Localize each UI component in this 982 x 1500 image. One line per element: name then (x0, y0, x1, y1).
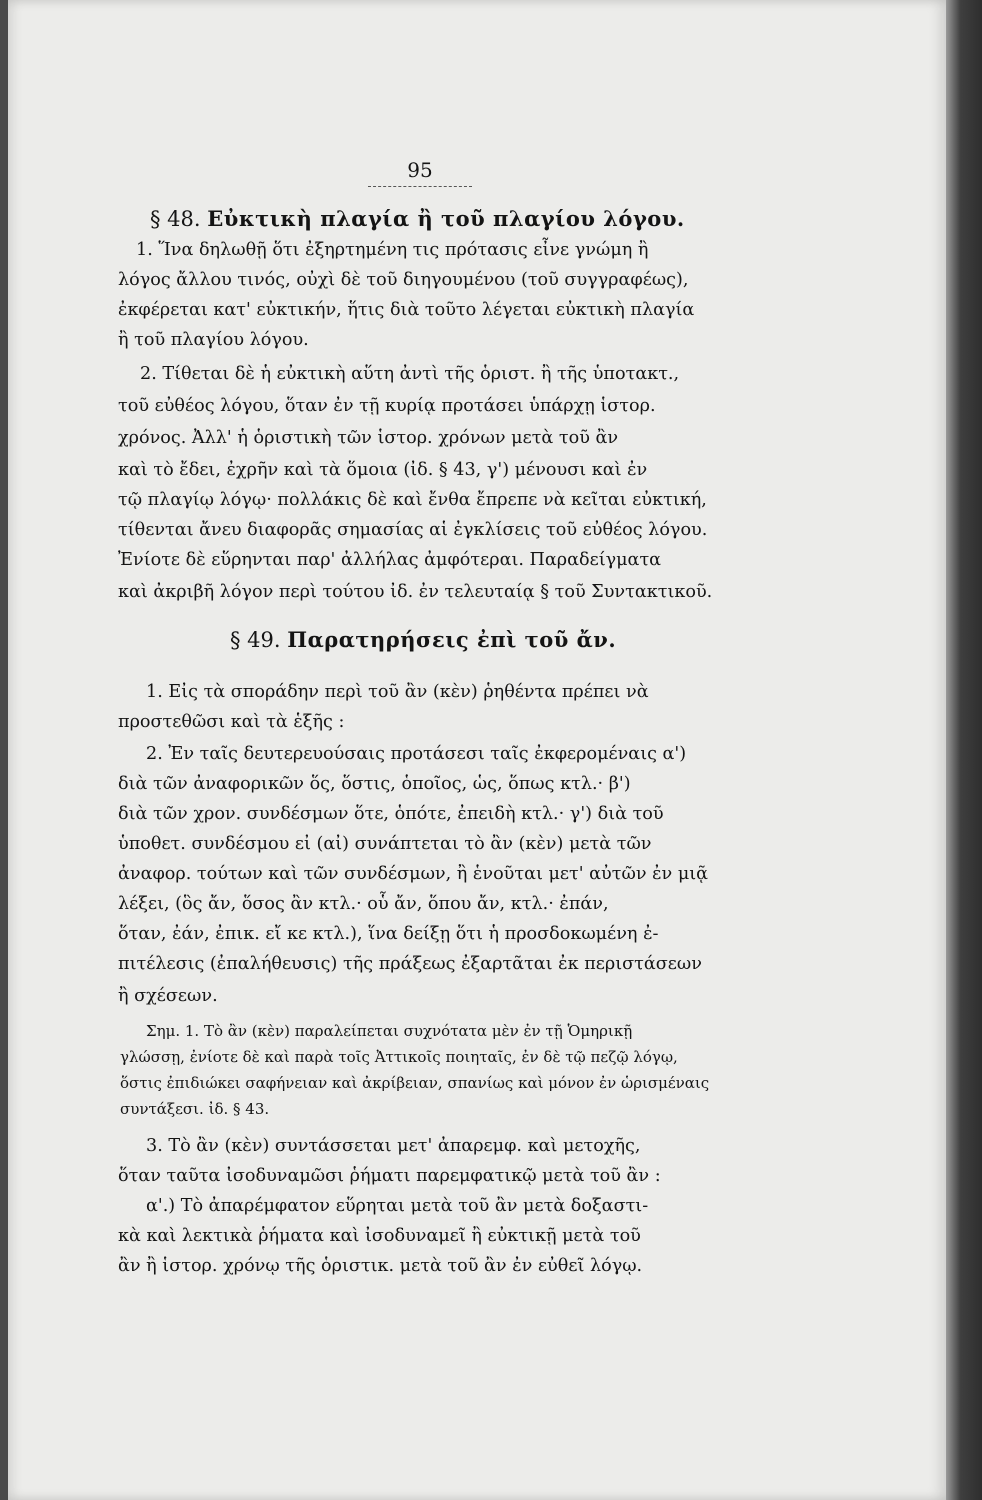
section-48-title: Εὐκτικὴ πλαγία ἢ τοῦ πλαγίου λόγου. (207, 206, 685, 231)
note-line-3: ὅστις ἐπιδιώκει σαφήνειαν καὶ ἀκρίβειαν, σπανίως καὶ μόνον ἐν ὡρισμέναις (120, 1074, 710, 1092)
note-line-2: γλώσσῃ, ἐνίοτε δὲ καὶ παρὰ τοῖς Ἀττικοῖς ποιηταῖς, ἐν δὲ τῷ πεζῷ λόγῳ, (120, 1048, 678, 1066)
s49-line-8: λέξει, (ὃς ἄν, ὅσος ἂν κτλ.· οὗ ἄν, ὅπου ἄν, κτλ.· ἐπάν, (118, 894, 609, 914)
s49-line-6: ὑποθετ. συνδέσμου εἰ (αἰ) συνάπτεται τὸ ἂν (κὲν) μετὰ τῶν (118, 834, 652, 854)
section-49-title: Παρατηρήσεις ἐπὶ τοῦ ἄν. (287, 627, 617, 652)
section-48-heading (150, 205, 685, 233)
s48-line-5: 2. Τίθεται δὲ ἡ εὐκτικὴ αὕτη ἀντὶ τῆς ὁριστ. ἢ τῆς ὑποτακτ., (140, 364, 680, 384)
s48-line-8: καὶ τὸ ἔδει, ἐχρῆν καὶ τὰ ὅμοια (ἰδ. § 43, γ') μένουσι καὶ ἐν (118, 460, 648, 480)
s49-line-12: 3. Τὸ ἂν (κὲν) συντάσσεται μετ' ἀπαρεμφ. καὶ μετοχῆς, (146, 1136, 641, 1156)
s49-line-10: πιτέλεσις (ἐπαλήθευσις) τῆς πράξεως ἐξαρτᾶται ἐκ περιστάσεων (118, 954, 702, 974)
note-line-4: συντάξεσι. ἰδ. § 43. (120, 1100, 270, 1118)
s48-line-9: τῷ πλαγίῳ λόγῳ· πολλάκις δὲ καὶ ἔνθα ἔπρεπε νὰ κεῖται εὐκτική, (118, 490, 707, 510)
s48-line-1: 1. Ἵνα δηλωθῇ ὅτι ἐξηρτημένη τις πρότασις εἶνε γνώμη ἢ (136, 240, 649, 260)
section-49-marker: § 49. (230, 628, 281, 652)
section-48-marker: § 48. (150, 207, 201, 231)
s49-line-7: ἀναφορ. τούτων καὶ τῶν συνδέσμων, ἢ ἑνοῦται μετ' αὐτῶν ἐν μιᾷ (118, 864, 709, 884)
s48-line-7: χρόνος. Ἀλλ' ἡ ὁριστικὴ τῶν ἱστορ. χρόνων μετὰ τοῦ ἂν (118, 428, 619, 448)
s49-line-1: 1. Εἰς τὰ σποράδην περὶ τοῦ ἂν (κὲν) ῥηθέντα πρέπει νὰ (146, 682, 649, 702)
s49-line-16: ἂν ἢ ἱστορ. χρόνῳ τῆς ὁριστικ. μετὰ τοῦ ἂν ἐν εὐθεῖ λόγῳ. (118, 1256, 643, 1276)
s49-line-4: διὰ τῶν ἀναφορικῶν ὅς, ὅστις, ὁποῖος, ὡς, ὅπως κτλ.· β') (118, 774, 631, 794)
s48-line-6: τοῦ εὐθέος λόγου, ὅταν ἐν τῇ κυρίᾳ προτάσει ὑπάρχῃ ἱστορ. (118, 396, 656, 416)
page-number: 95 (407, 158, 433, 182)
s48-line-4: ἢ τοῦ πλαγίου λόγου. (118, 330, 309, 350)
s49-line-9: ὅταν, ἐάν, ἐπικ. εἴ κε κτλ.), ἵνα δείξῃ ὅτι ἡ προσδοκωμένη ἐ- (118, 924, 659, 944)
note-line-1: Σημ. 1. Τὸ ἂν (κὲν) παραλείπεται συχνότατα μὲν ἐν τῇ Ὁμηρικῇ (146, 1022, 633, 1040)
page-edge-shadow (946, 0, 982, 1500)
s48-line-12: καὶ ἀκριβῆ λόγον περὶ τούτου ἰδ. ἐν τελευταίᾳ § τοῦ Συντακτικοῦ. (118, 582, 713, 602)
s49-line-11: ἢ σχέσεων. (118, 986, 218, 1006)
page-number-rule (368, 186, 472, 187)
s49-line-3: 2. Ἐν ταῖς δευτερευούσαις προτάσεσι ταῖς ἐκφερομέναις α') (146, 744, 687, 764)
s48-line-11: Ἐνίοτε δὲ εὕρηνται παρ' ἀλλήλας ἀμφότεραι. Παραδείγματα (118, 550, 662, 570)
s48-line-3: ἐκφέρεται κατ' εὐκτικήν, ἥτις διὰ τοῦτο λέγεται εὐκτικὴ πλαγία (118, 300, 695, 320)
section-49-heading (230, 626, 616, 654)
s49-line-5: διὰ τῶν χρον. συνδέσμων ὅτε, ὁπότε, ἐπειδὴ κτλ.· γ') διὰ τοῦ (118, 804, 664, 824)
s49-line-14: α'.) Τὸ ἀπαρέμφατον εὕρηται μετὰ τοῦ ἂν μετὰ δοξαστι- (146, 1196, 649, 1216)
s48-line-2: λόγος ἄλλου τινός, οὐχὶ δὲ τοῦ διηγουμένου (τοῦ συγγραφέως), (118, 270, 689, 290)
s49-line-13: ὅταν ταῦτα ἰσοδυναμῶσι ῥήματι παρεμφατικῷ μετὰ τοῦ ἂν : (118, 1166, 661, 1186)
s49-line-2: προστεθῶσι καὶ τὰ ἑξῆς : (118, 712, 345, 732)
s48-line-10: τίθενται ἄνευ διαφορᾶς σημασίας αἱ ἐγκλίσεις τοῦ εὐθέος λόγου. (118, 520, 708, 540)
s49-line-15: κὰ καὶ λεκτικὰ ῥήματα καὶ ἰσοδυναμεῖ ἢ εὐκτικῇ μετὰ τοῦ (118, 1226, 641, 1246)
